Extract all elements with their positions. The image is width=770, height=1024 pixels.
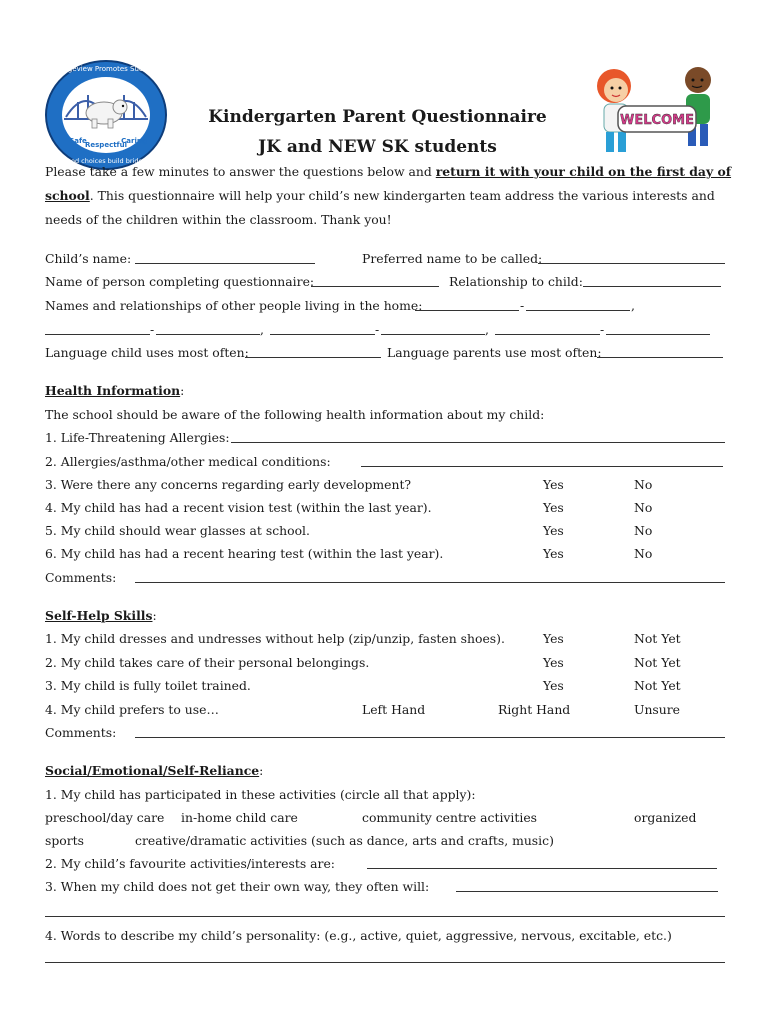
title-line-2: JK and NEW SK students <box>258 137 497 157</box>
intro-emphasis-1: return it with your child on the first day of <box>435 164 732 179</box>
selfhelp-q3-text: 3. My child is fully toilet trained. <box>45 678 251 693</box>
social-q2-field[interactable] <box>367 868 717 869</box>
health-q4-row <box>45 497 725 519</box>
person-completing-label: Name of person completing questionnaire: <box>45 274 315 289</box>
health-q5-no[interactable]: No <box>634 523 653 538</box>
social-q3-row <box>45 876 725 898</box>
health-q5-yes[interactable]: Yes <box>543 523 564 538</box>
selfhelp-q2-row <box>45 652 725 674</box>
activities-options-row-2 <box>45 830 725 852</box>
selfhelp-comments-field[interactable] <box>135 737 725 738</box>
left-hand-option[interactable]: Left Hand <box>362 702 426 717</box>
option-sports[interactable]: sports <box>45 833 85 848</box>
intro-line-1 <box>45 161 731 183</box>
social-heading-colon: : <box>259 763 264 778</box>
social-q2-row <box>45 853 725 875</box>
social-q4: 4. Words to describe my child’s personality: (e.g., active, quiet, aggressive, nervous, excitable, etc.) <box>45 928 672 943</box>
language-child-field[interactable] <box>245 357 381 358</box>
intro-text-1: Please take a few minutes to answer the questions below and <box>45 164 436 179</box>
selfhelp-q3-yes[interactable]: Yes <box>543 678 564 693</box>
option-organized[interactable]: organized <box>634 810 697 825</box>
dash-2: - <box>150 322 155 337</box>
intro-emphasis-2: school <box>45 188 90 203</box>
selfhelp-q3-notyet[interactable]: Not Yet <box>634 678 681 693</box>
logo-ring-text-top: Bridgeview Promotes Success <box>53 65 159 73</box>
health-q4-no[interactable]: No <box>634 500 653 515</box>
social-heading: Social/Emotional/Self-Reliance <box>45 763 260 778</box>
language-parents-field[interactable] <box>597 357 723 358</box>
selfhelp-q2-yes[interactable]: Yes <box>543 655 564 670</box>
health-heading-row <box>45 380 184 402</box>
health-intro: The school should be aware of the following health information about my child: <box>45 407 545 422</box>
social-q1: 1. My child has participated in these activities (circle all that apply): <box>45 787 476 802</box>
language-child-label: Language child uses most often: <box>45 345 249 360</box>
child-name-label: Child’s name: <box>45 251 132 266</box>
preferred-name-label: Preferred name to be called: <box>362 251 543 266</box>
other-person-3-name-field[interactable] <box>270 334 375 335</box>
health-comments-row <box>45 567 725 589</box>
health-comments-field[interactable] <box>135 582 725 583</box>
health-q3-no[interactable]: No <box>634 477 653 492</box>
logo-word-respectful: Respectful <box>85 141 127 149</box>
option-preschool[interactable]: preschool/day care <box>45 810 165 825</box>
child-name-field[interactable] <box>135 263 315 264</box>
health-q1-field[interactable] <box>231 442 725 443</box>
other-person-4-relationship-field[interactable] <box>606 334 710 335</box>
health-q6-yes[interactable]: Yes <box>543 546 564 561</box>
health-q5-text: 5. My child should wear glasses at school. <box>45 523 310 538</box>
health-q2-field[interactable] <box>361 466 723 467</box>
selfhelp-heading-colon: : <box>152 608 157 623</box>
other-person-4-name-field[interactable] <box>495 334 600 335</box>
relationship-label: Relationship to child: <box>449 274 583 289</box>
health-q6-no[interactable]: No <box>634 546 653 561</box>
page-title <box>180 102 575 162</box>
selfhelp-q4-row <box>45 699 725 721</box>
comma-2: , <box>260 322 264 337</box>
selfhelp-q1-notyet[interactable]: Not Yet <box>634 631 681 646</box>
social-q3-field[interactable] <box>456 891 718 892</box>
dash-1: - <box>520 298 525 313</box>
health-q6-row <box>45 543 725 565</box>
activities-options-row <box>45 807 725 829</box>
social-heading-row <box>45 760 263 782</box>
language-row <box>45 342 725 364</box>
title-line-1: Kindergarten Parent Questionnaire <box>208 107 547 127</box>
social-q2-label: 2. My child’s favourite activities/interests are: <box>45 856 335 871</box>
other-person-3-relationship-field[interactable] <box>381 334 485 335</box>
option-in-home[interactable]: in-home child care <box>181 810 298 825</box>
health-q3-yes[interactable]: Yes <box>543 477 564 492</box>
selfhelp-heading: Self-Help Skills <box>45 608 153 623</box>
selfhelp-comments-label: Comments: <box>45 725 117 740</box>
other-person-1-relationship-field[interactable] <box>526 310 630 311</box>
dash-3: - <box>375 322 380 337</box>
selfhelp-q1-yes[interactable]: Yes <box>543 631 564 646</box>
other-person-2-name-field[interactable] <box>45 334 150 335</box>
comma-3: , <box>485 322 489 337</box>
logo-ring-text-bottom: Good choices build bridges <box>62 157 150 165</box>
logo-word-safe: Safe <box>69 137 87 145</box>
preferred-name-field[interactable] <box>538 263 725 264</box>
health-q2-row <box>45 451 725 473</box>
selfhelp-q2-notyet[interactable]: Not Yet <box>634 655 681 670</box>
others-living-row <box>45 295 725 317</box>
intro-text-2: . This questionnaire will help your child’s new kindergarten team address the various interests and <box>89 188 715 203</box>
health-heading: Health Information <box>45 383 181 398</box>
health-q3-text: 3. Were there any concerns regarding early development? <box>45 477 412 492</box>
selfhelp-q1-row <box>45 628 725 650</box>
welcome-kids-illustration <box>592 56 722 172</box>
other-person-1-name-field[interactable] <box>415 310 519 311</box>
selfhelp-q2-text: 2. My child takes care of their personal belongings. <box>45 655 370 670</box>
welcome-sign-text: WELCOME <box>620 113 694 128</box>
comma-1: , <box>631 298 635 313</box>
others-living-row-2 <box>45 319 725 341</box>
dash-4: - <box>600 322 605 337</box>
selfhelp-q1-text: 1. My child dresses and undresses without help (zip/unzip, fasten shoes). <box>45 631 505 646</box>
social-q3-field-line-2[interactable] <box>45 916 725 917</box>
selfhelp-q4-text: 4. My child prefers to use… <box>45 702 219 717</box>
child-name-row <box>45 248 725 270</box>
school-logo <box>44 57 168 173</box>
other-person-2-relationship-field[interactable] <box>156 334 260 335</box>
person-completing-field[interactable] <box>311 286 439 287</box>
health-q1-row <box>45 427 725 449</box>
health-q5-row <box>45 520 725 542</box>
option-creative[interactable]: creative/dramatic activities (such as dance, arts and crafts, music) <box>135 833 554 848</box>
health-q2-label: 2. Allergies/asthma/other medical conditions: <box>45 454 331 469</box>
person-completing-row <box>45 271 725 293</box>
intro-line-2 <box>45 185 715 207</box>
intro-line-3: needs of the children within the classroom. Thank you! <box>45 212 392 227</box>
language-parents-label: Language parents use most often: <box>387 345 602 360</box>
logo-word-caring: Caring <box>121 137 147 145</box>
relationship-field[interactable] <box>583 286 721 287</box>
health-comments-label: Comments: <box>45 570 117 585</box>
option-community[interactable]: community centre activities <box>362 810 538 825</box>
health-q4-yes[interactable]: Yes <box>543 500 564 515</box>
selfhelp-comments-row <box>45 722 725 744</box>
selfhelp-q3-row <box>45 675 725 697</box>
selfhelp-heading-row <box>45 605 157 627</box>
health-q4-text: 4. My child has had a recent vision test (within the last year). <box>45 500 432 515</box>
health-q1-label: 1. Life-Threatening Allergies: <box>45 430 230 445</box>
health-heading-colon: : <box>180 383 185 398</box>
health-q3-row <box>45 474 725 496</box>
right-hand-option[interactable]: Right Hand <box>498 702 571 717</box>
unsure-option[interactable]: Unsure <box>634 702 681 717</box>
health-q6-text: 6. My child has had a recent hearing test (within the last year). <box>45 546 444 561</box>
social-q3-label: 3. When my child does not get their own way, they often will: <box>45 879 430 894</box>
social-q4-field[interactable] <box>45 962 725 963</box>
others-living-label: Names and relationships of other people living in the home: <box>45 298 423 313</box>
